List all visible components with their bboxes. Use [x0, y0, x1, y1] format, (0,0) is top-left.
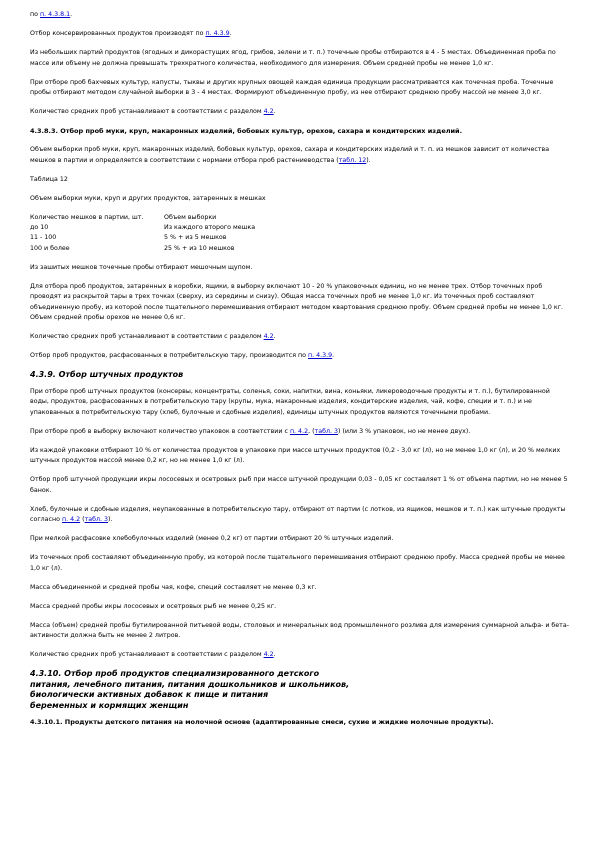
text: . — [273, 108, 276, 115]
text: ). — [108, 516, 113, 524]
table-cell: 5 % + из 5 мешков — [164, 234, 227, 242]
paragraph: Масса средней пробы икры лососевых и осетровых рыб не менее 0,25 кг. — [30, 602, 277, 610]
text: , ( — [308, 427, 315, 435]
heading-line: биологически активных добавок к пище и питания — [30, 690, 269, 700]
table-cell: 11 - 100 — [30, 234, 57, 242]
paragraph — [30, 145, 570, 166]
subsection-heading: 4.3.8.3. Отбор проб муки, круп, макаронных изделий, бобовых культур, орехов, сахара и кондитерских изделий. — [30, 127, 463, 135]
text: Хлеб, булочные и сдобные изделия, неупакованные в потребительскую тару, отбирают от партии (с лотков, из ящиков, мешков и т. п.) как штучные продукты согласно — [30, 505, 566, 524]
table-label: Таблица 12 — [30, 175, 68, 183]
link-4-3-9[interactable]: п. 4.3.9 — [205, 30, 230, 37]
paragraph: Из каждой упаковки отбирают 10 % от количества продуктов в упаковке при массе штучных продуктов (0,2 - 3,0 кг (л), но не менее 1,0 кг (л), и 20 % мелких штучных продуктов массой менее 0,2 кг, но не менее 1,0 кг (л). — [30, 446, 561, 465]
table-cell: 25 % + из 10 мешков — [164, 244, 235, 252]
paragraph: При отборе проб штучных продуктов (консервы, концентраты, соленья, соки, напитки, вина, коньяки, ликероводочные продукты и т. п.), бутилированной воды, продуктов, расфасованных в потребительскую тару (крупы, мука, макаронные изделия, кондитерские изделия, чай, кофе, специи и т. п.) и не упакованных в потребительскую тару (хлеб, булочные и сдобные изделия), единицы штучных продуктов являются точечными пробами. — [30, 387, 550, 416]
table-row — [30, 233, 269, 243]
paragraph: Из небольших партий продуктов (ягодных и дикорастущих ягод, грибов, зелени и т. п.) точечные пробы отбираются в 4 - 5 местах. Объединенная проба по массе или объему не должна превышать трехкратного количества, необходимого для измерения. Объем средней пробы не менее 1,0 кг. — [30, 49, 556, 67]
text: ). — [366, 156, 371, 164]
text: ( — [80, 516, 85, 524]
section-heading — [30, 669, 570, 711]
document-page — [30, 10, 570, 736]
table-row — [30, 244, 269, 254]
text: Количество средних проб устанавливают в соответствии с разделом — [30, 108, 264, 115]
table-cell: до 10 — [30, 223, 49, 231]
paragraph: Масса объединенной и средней пробы чая, кофе, специй составляет не менее 0,3 кг. — [30, 583, 317, 591]
paragraph — [30, 427, 570, 438]
text: . — [229, 30, 232, 37]
paragraph — [30, 505, 570, 526]
link-4-2[interactable]: п. 4.2 — [289, 427, 309, 435]
link-4-2[interactable]: п. 4.2 — [61, 516, 81, 524]
paragraph: Из точечных проб составляют объединенную пробу, из которой после тщательного перемешивания отбирают среднюю пробу. Масса средней пробы не менее 1,0 кг (л). — [30, 554, 565, 572]
link-section-4-2[interactable]: 4.2 — [263, 651, 274, 659]
text: ) (или 3 % упаковок, но не менее двух). — [338, 427, 471, 435]
link-table-3[interactable]: табл. 3 — [84, 516, 109, 524]
paragraph — [30, 107, 570, 118]
table-header-cell: Количество мешков в партии, шт. — [30, 213, 144, 221]
paragraph: Из зашитых мешков точечные пробы отбирают мешочным щупом. — [30, 263, 253, 271]
table-row — [30, 223, 269, 233]
table-cell: Из каждого второго мешка — [164, 223, 256, 231]
text: При отборе проб в выборку включают количество упаковок в соответствии с — [30, 427, 290, 435]
link-table-3[interactable]: табл. 3 — [314, 427, 338, 435]
paragraph: При мелкой расфасовке хлебобулочных изделий (менее 0,2 кг) от партии отбирают 20 % штучных изделий. — [30, 535, 394, 543]
text: . — [332, 352, 335, 360]
text: . — [273, 333, 276, 341]
text: по — [30, 11, 40, 18]
heading-line: питания, лечебного питания, питания дошкольников и школьников, — [30, 679, 350, 689]
section-heading: 4.3.9. Отбор штучных продуктов — [30, 370, 184, 380]
text: Объем выборки проб муки, круп, макаронных изделий, бобовых культур, орехов, сахара и кондитерских изделий и т. п. из мешков зависит от количества мешков в партии и определяется в соответствии с нормами отбора проб растениеводства ( — [30, 146, 550, 164]
text: Количество средних проб устанавливают в соответствии с разделом — [30, 651, 264, 659]
paragraph: Отбор проб штучной продукции икры лососевых и осетровых рыб при массе штучной продукции 0,03 - 0,05 кг составляет 1 % от объема партии, но не менее 5 банок. — [30, 476, 568, 494]
text: . — [70, 11, 73, 18]
link-4-3-9[interactable]: п. 4.3.9 — [308, 352, 333, 360]
paragraph: При отборе проб бахчевых культур, капусты, тыквы и других крупных овощей каждая единица продукции рассматривается как точечная проба. Точечные пробы отбирают методом случайной выборки в 3 - 4 местах. Формируют объединенную пробу, из нее отбирают среднюю пробу массой не менее 3,0 кг. — [30, 78, 554, 96]
link-section-4-2[interactable]: 4.2 — [263, 333, 274, 341]
text: Количество средних проб устанавливают в соответствии с разделом — [30, 333, 264, 341]
paragraph — [30, 10, 570, 21]
heading-line: 4.3.10. Отбор проб продуктов специализированного детского — [30, 669, 320, 679]
text: Отбор консервированных продуктов производят по — [30, 30, 206, 37]
text: Отбор проб продуктов, расфасованных в потребительскую тару, производится по — [30, 352, 309, 360]
paragraph — [30, 351, 570, 362]
table-12 — [30, 213, 269, 255]
table-header-row — [30, 213, 269, 223]
link-4-3-8-1[interactable]: п. 4.3.8.1 — [39, 11, 71, 18]
paragraph: Масса (объем) средней пробы бутилированной питьевой воды, столовых и минеральных вод промышленного розлива для измерения суммарной альфа- и бета-активности должна быть не менее 2 литров. — [30, 621, 569, 640]
link-section-4-2[interactable]: 4.2 — [263, 108, 274, 115]
table-caption: Объем выборки муки, круп и других продуктов, затаренных в мешках — [30, 194, 266, 202]
heading-line: беременных и кормящих женщин — [30, 700, 189, 710]
paragraph: Для отбора проб продуктов, затаренных в коробки, ящики, в выборку включают 10 - 20 % упаковочных единиц, но не менее трех. Отбор точечных проб проводят из раскрытой тары в трех точках (сверху, из середины и снизу). Общая масса точечных проб не менее 1,0 кг. Из точечных проб составляют объединенную пробу, из которой после тщательного перемешивания отбирают методом квартования среднюю пробу. Объем средней пробы не менее 1,0 кг. Объем средней пробы орехов не менее 0,6 кг. — [30, 282, 564, 322]
table-header-cell: Объем выборки — [164, 213, 217, 221]
paragraph — [30, 650, 570, 661]
subsection-heading: 4.3.10.1. Продукты детского питания на молочной основе (адаптированные смеси, сухие и жидкие молочные продукты). — [30, 718, 494, 727]
text: . — [273, 651, 276, 659]
link-table-12[interactable]: табл. 12 — [338, 156, 367, 164]
paragraph — [30, 332, 570, 343]
table-cell: 100 и более — [30, 244, 70, 252]
paragraph — [30, 29, 570, 40]
